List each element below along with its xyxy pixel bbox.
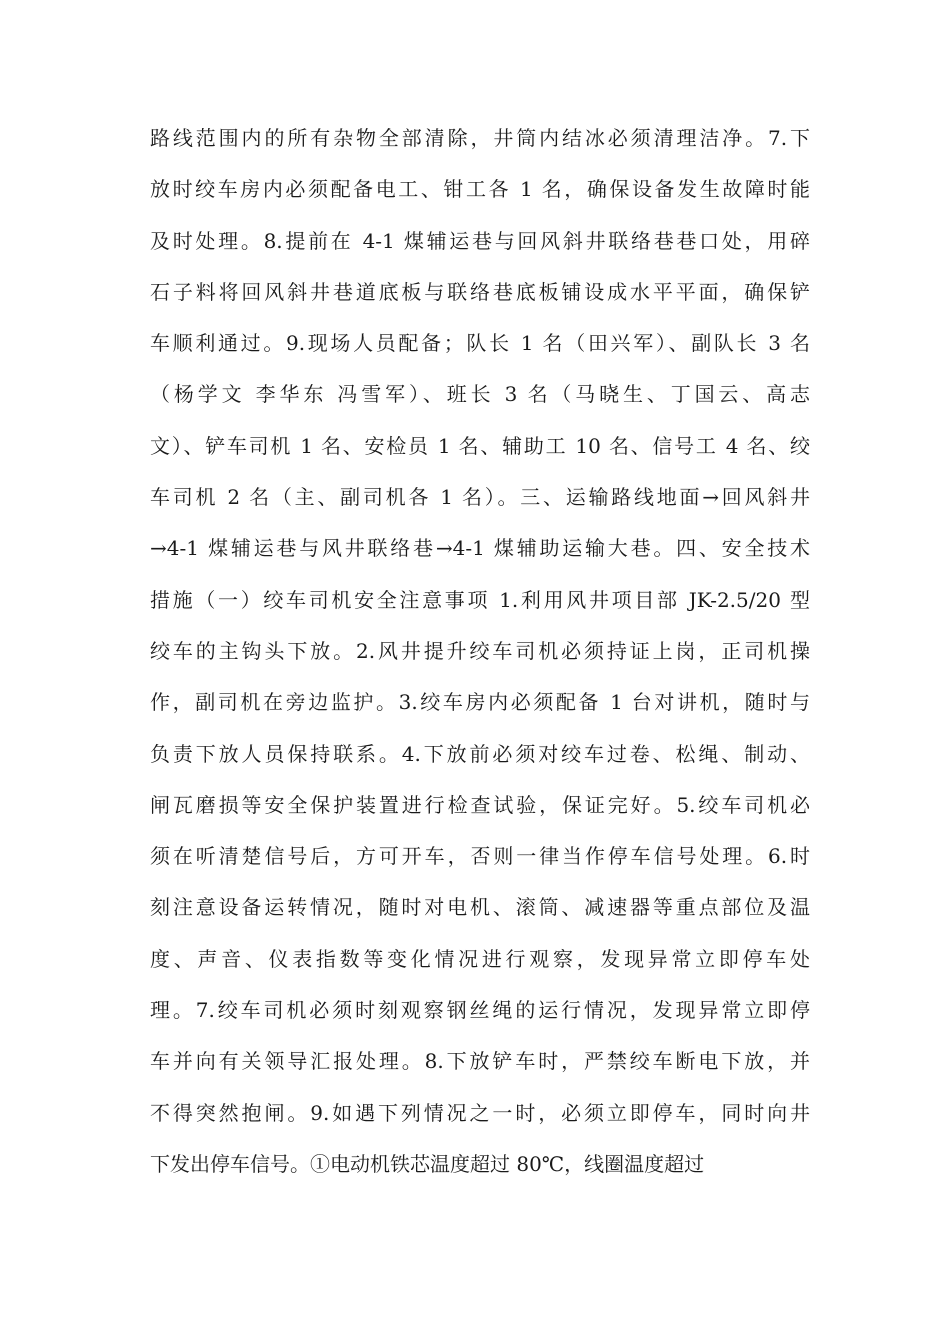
text-line: 石子料将回风斜井巷道底板与联络巷底板铺设成水平平面，确保铲 [150, 279, 810, 304]
text-line: 绞车的主钩头下放。2.风井提升绞车司机必须持证上岗，正司机操 [150, 638, 810, 663]
text-line: 作，副司机在旁边监护。3.绞车房内必须配备 1 台对讲机，随时与 [150, 690, 810, 715]
text-line: 负责下放人员保持联系。4.下放前必须对绞车过卷、松绳、制动、 [150, 741, 810, 766]
text-line: 及时处理。8.提前在 4-1 煤辅运巷与回风斜井联络巷巷口处，用碎 [150, 228, 810, 253]
text-line: →4-1 煤辅运巷与风井联络巷→4-1 煤辅助运输大巷。四、安全技术 [150, 536, 810, 561]
text-line: 理。7.绞车司机必须时刻观察钢丝绳的运行情况，发现异常立即停 [150, 998, 810, 1023]
text-line: 文）、铲车司机 1 名、安检员 1 名、辅助工 10 名、信号工 4 名、绞 [150, 433, 810, 458]
text-line: 车顺利通过。9.现场人员配备；队长 1 名（田兴军）、副队长 3 名 [150, 331, 810, 356]
text-line: 车司机 2 名（主、副司机各 1 名）。三、运输路线地面→回风斜井 [150, 485, 810, 510]
text-line: 车并向有关领导汇报处理。8.下放铲车时，严禁绞车断电下放，并 [150, 1049, 810, 1074]
text-line: 放时绞车房内必须配备电工、钳工各 1 名，确保设备发生故障时能 [150, 177, 810, 202]
text-line: 路线范围内的所有杂物全部清除，井筒内结冰必须清理洁净。7.下 [150, 126, 810, 150]
text-line: 闸瓦磨损等安全保护装置进行检查试验，保证完好。5.绞车司机必 [150, 792, 810, 817]
text-line: 须在听清楚信号后，方可开车，否则一律当作停车信号处理。6.时 [150, 844, 810, 869]
text-line: 度、声音、仪表指数等变化情况进行观察，发现异常立即停车处 [150, 946, 810, 971]
text-line: 刻注意设备运转情况，随时对电机、滚筒、减速器等重点部位及温 [150, 895, 810, 920]
text-line: 下发出停车信号。①电动机铁芯温度超过 80℃，线圈温度超过 [150, 1151, 705, 1176]
body-text [150, 113, 810, 1190]
text-line: 不得突然抱闸。9.如遇下列情况之一时，必须立即停车，同时向井 [150, 1100, 810, 1125]
text-line: （杨学文 李华东 冯雪军）、班长 3 名（马晓生、丁国云、高志 [150, 382, 810, 407]
text-line: 措施（一）绞车司机安全注意事项 1.利用风井项目部 JK-2.5/20 型 [150, 587, 810, 612]
